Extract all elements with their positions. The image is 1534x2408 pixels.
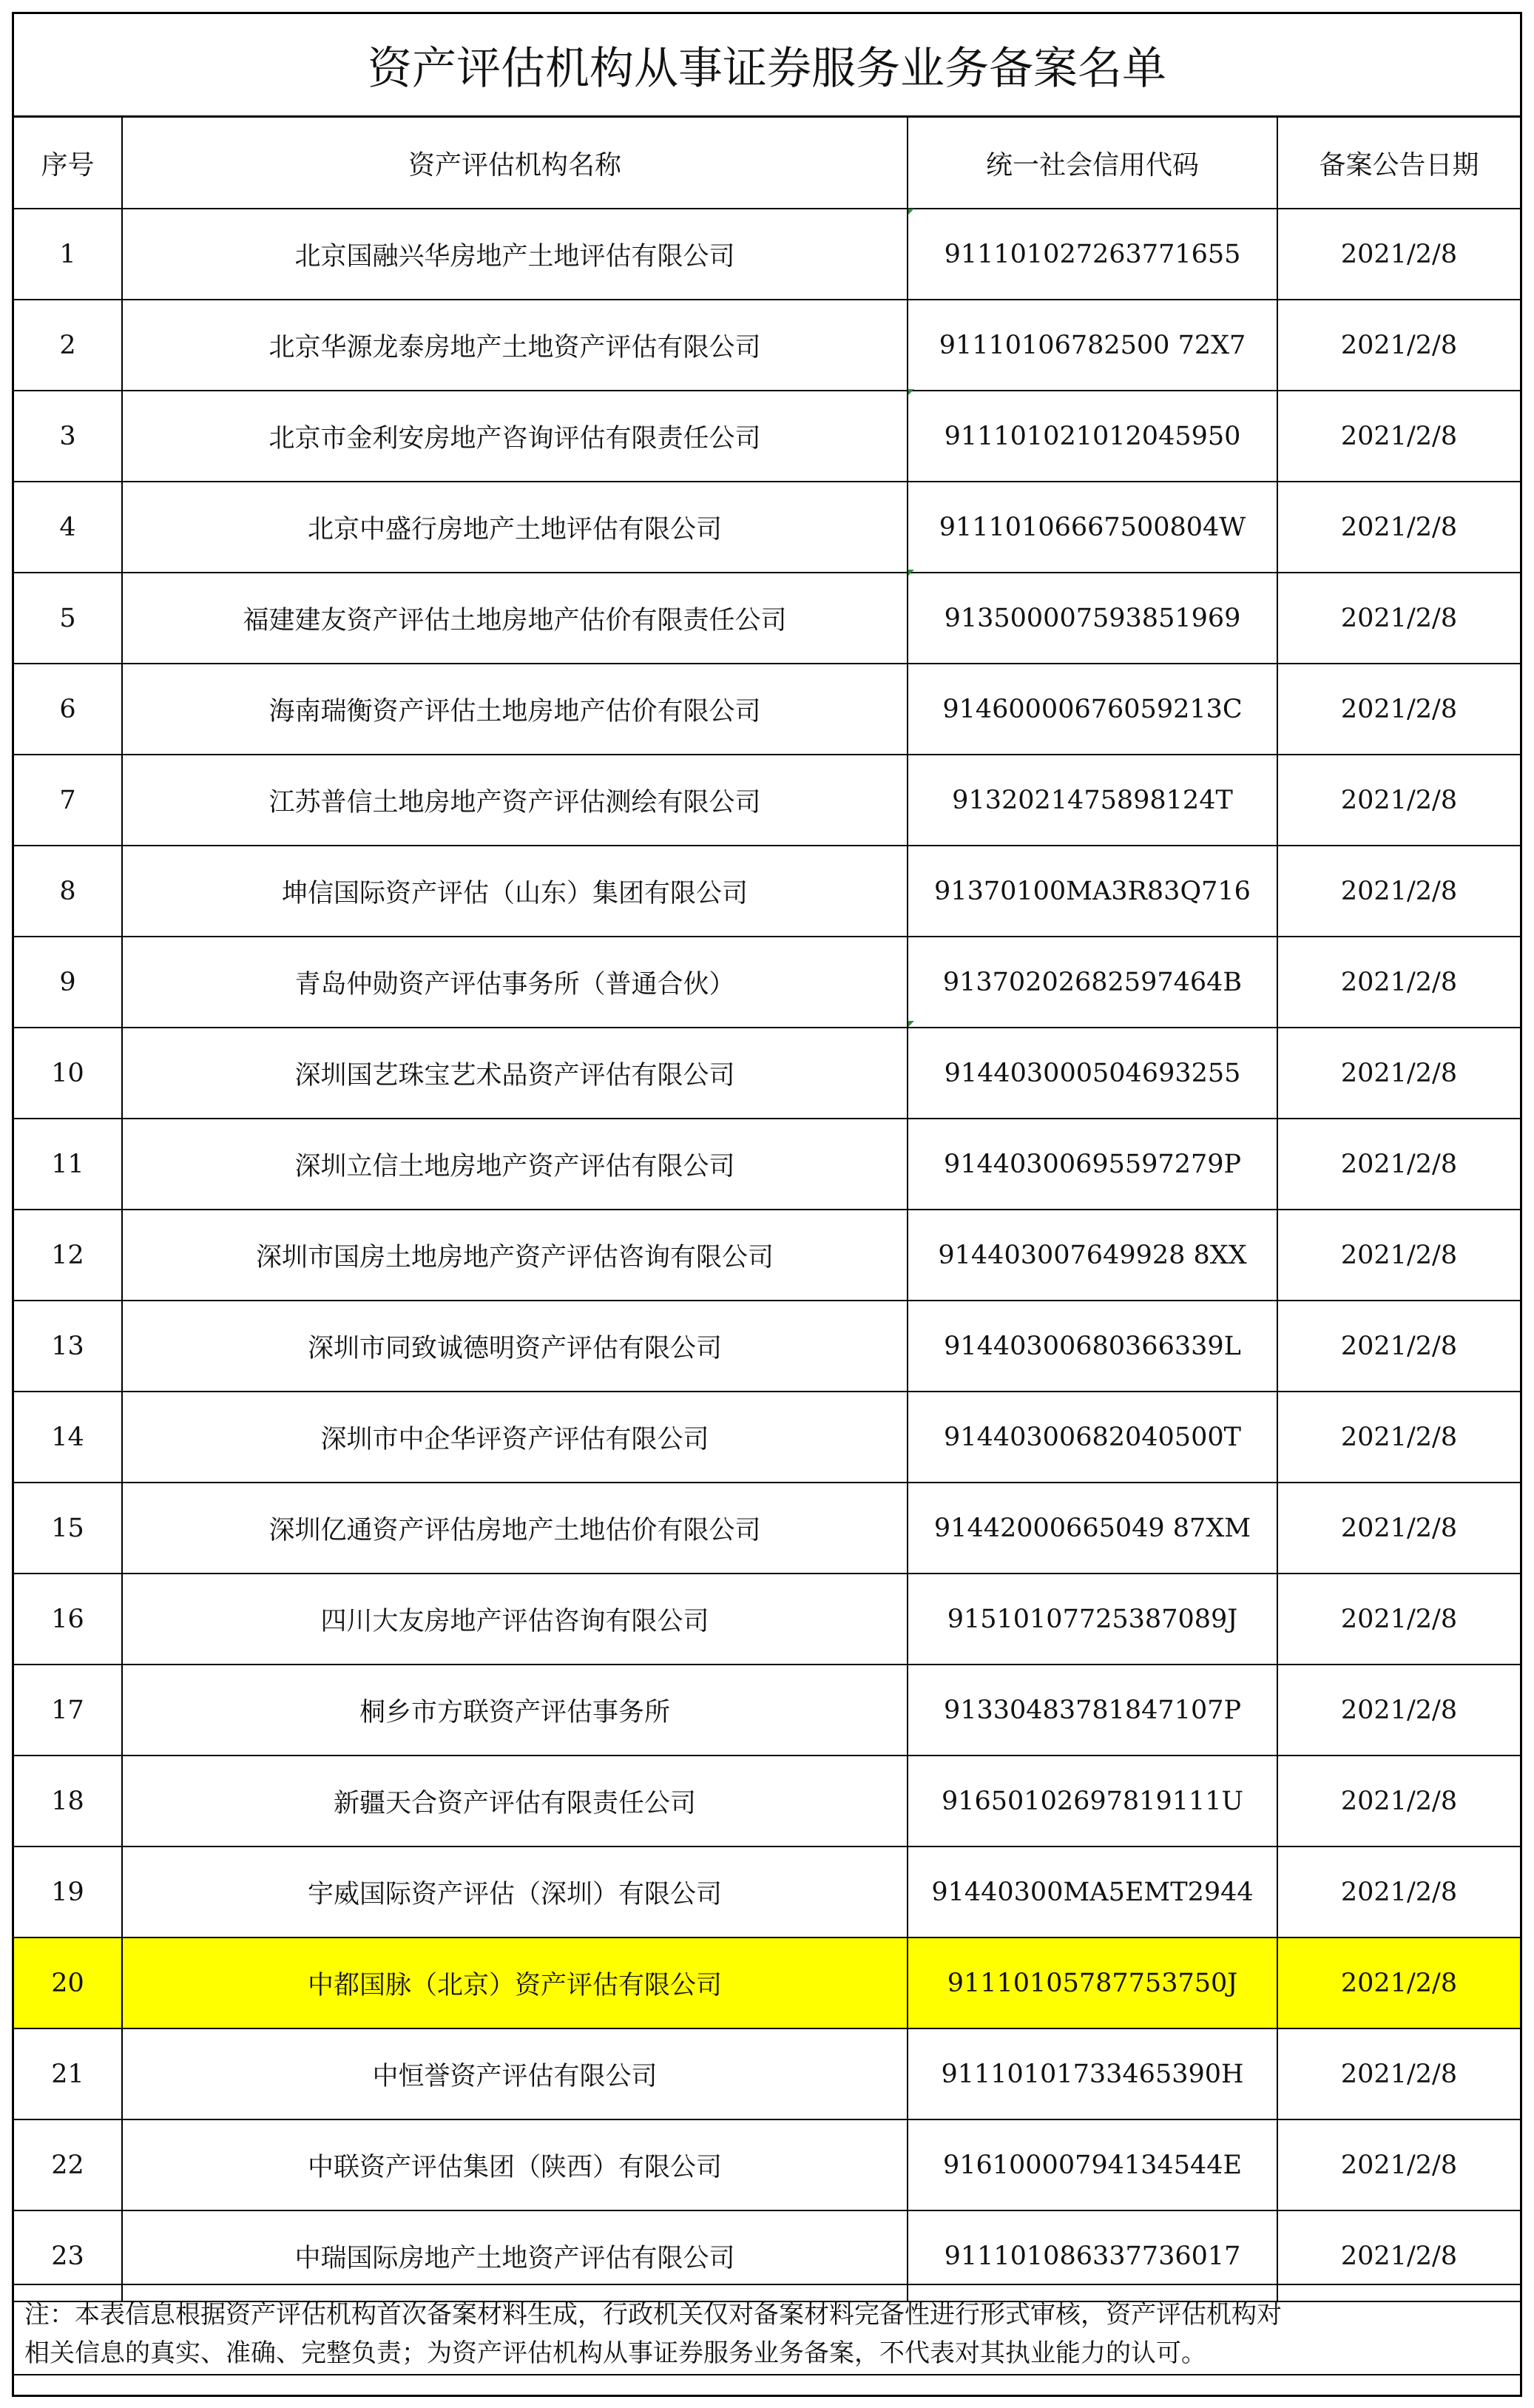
column-header-institution-name: 资产评估机构名称 <box>122 118 908 209</box>
credit-code-cell: 91440300680366339L <box>908 1301 1277 1392</box>
institution-name-cell: 四川大友房地产评估咨询有限公司 <box>122 1574 908 1665</box>
filing-date-cell: 2021/2/8 <box>1277 1847 1520 1937</box>
table-row <box>14 1665 1520 1756</box>
table-row <box>14 1119 1520 1210</box>
table-row <box>14 1301 1520 1392</box>
filing-date-cell: 2021/2/8 <box>1277 2210 1520 2301</box>
filing-date-cell: 2021/2/8 <box>1277 846 1520 937</box>
number-cell: 12 <box>14 1210 122 1301</box>
filing-date-cell: 2021/2/8 <box>1277 1392 1520 1483</box>
cell-marker <box>908 570 914 576</box>
filing-date-cell: 2021/2/8 <box>1277 482 1520 573</box>
institution-name-cell: 新疆天合资产评估有限责任公司 <box>122 1756 908 1847</box>
table-row <box>14 937 1520 1028</box>
number-cell: 8 <box>14 846 122 937</box>
number-cell: 15 <box>14 1483 122 1574</box>
table-row <box>14 300 1520 391</box>
credit-code-cell: 91330483781847107P <box>908 1665 1277 1756</box>
institution-name-cell: 深圳国艺珠宝艺术品资产评估有限公司 <box>122 1028 908 1119</box>
footnote-line-2: 相关信息的真实、准确、完整负责；为资产评估机构从事证券服务业务备案，不代表对其执业能力的认可。 <box>24 2338 1206 2368</box>
institution-name-cell: 福建建友资产评估土地房地产估价有限责任公司 <box>122 573 908 664</box>
number-cell: 5 <box>14 573 122 664</box>
credit-code-cell: 91440300682040500T <box>908 1392 1277 1483</box>
number-cell: 19 <box>14 1847 122 1937</box>
footnote <box>14 2284 1520 2372</box>
institution-name-cell: 深圳立信土地房地产资产评估有限公司 <box>122 1119 908 1210</box>
table-row <box>14 846 1520 937</box>
credit-code-cell: 91440300695597279P <box>908 1119 1277 1210</box>
table-row <box>14 1028 1520 1119</box>
credit-code-cell: 91110105787753750J <box>908 1937 1277 2028</box>
number-cell: 3 <box>14 391 122 482</box>
institution-name-cell: 江苏普信土地房地产资产评估测绘有限公司 <box>122 755 908 846</box>
table-row <box>14 573 1520 664</box>
credit-code-cell: 913500007593851969 <box>908 573 1277 664</box>
table-row <box>14 2119 1520 2210</box>
filing-date-cell: 2021/2/8 <box>1277 1301 1520 1392</box>
credit-code-cell: 91510107725387089J <box>908 1574 1277 1665</box>
institution-name-cell: 深圳亿通资产评估房地产土地估价有限公司 <box>122 1483 908 1574</box>
number-cell: 6 <box>14 664 122 755</box>
credit-code-cell: 91110106782500 72X7 <box>908 300 1277 391</box>
institution-name-cell: 海南瑞衡资产评估土地房地产估价有限公司 <box>122 664 908 755</box>
institution-name-cell: 桐乡市方联资产评估事务所 <box>122 1665 908 1756</box>
filing-date-cell: 2021/2/8 <box>1277 300 1520 391</box>
credit-code-cell: 91110101733465390H <box>908 2028 1277 2119</box>
column-header-number: 序号 <box>14 118 122 209</box>
table-row <box>14 1574 1520 1665</box>
institution-name-cell: 北京华源龙泰房地产土地资产评估有限公司 <box>122 300 908 391</box>
table-row <box>14 755 1520 846</box>
credit-code-cell: 91460000676059213C <box>908 664 1277 755</box>
credit-code-cell: 911101021012045950 <box>908 391 1277 482</box>
table-row <box>14 1937 1520 2028</box>
credit-code-cell: 91442000665049 87XM <box>908 1483 1277 1574</box>
filing-date-cell: 2021/2/8 <box>1277 1210 1520 1301</box>
filing-date-cell: 2021/2/8 <box>1277 937 1520 1028</box>
number-cell: 17 <box>14 1665 122 1756</box>
institution-name-cell: 中恒誉资产评估有限公司 <box>122 2028 908 2119</box>
filing-date-cell: 2021/2/8 <box>1277 1937 1520 2028</box>
table-row <box>14 209 1520 300</box>
document-sheet <box>12 12 1522 2397</box>
number-cell: 11 <box>14 1119 122 1210</box>
number-cell: 22 <box>14 2119 122 2210</box>
institution-name-cell: 中都国脉（北京）资产评估有限公司 <box>122 1937 908 2028</box>
number-cell: 2 <box>14 300 122 391</box>
number-cell: 21 <box>14 2028 122 2119</box>
number-cell: 1 <box>14 209 122 300</box>
credit-code-cell: 914403000504693255 <box>908 1028 1277 1119</box>
registry-table <box>14 118 1520 2302</box>
cell-marker <box>908 1021 914 1027</box>
table-row <box>14 482 1520 573</box>
table-row <box>14 1392 1520 1483</box>
filing-date-cell: 2021/2/8 <box>1277 2119 1520 2210</box>
column-header-filing-date: 备案公告日期 <box>1277 118 1520 209</box>
institution-name-cell: 北京市金利安房地产咨询评估有限责任公司 <box>122 391 908 482</box>
number-cell: 14 <box>14 1392 122 1483</box>
filing-date-cell: 2021/2/8 <box>1277 1119 1520 1210</box>
table-header-row <box>14 118 1520 209</box>
credit-code-cell: 914403007649928 8XX <box>908 1210 1277 1301</box>
institution-name-cell: 北京中盛行房地产土地评估有限公司 <box>122 482 908 573</box>
number-cell: 16 <box>14 1574 122 1665</box>
table-row <box>14 1756 1520 1847</box>
table-row <box>14 2028 1520 2119</box>
table-row <box>14 1483 1520 1574</box>
page-title: 资产评估机构从事证券服务业务备案名单 <box>14 14 1520 118</box>
number-cell: 20 <box>14 1937 122 2028</box>
column-header-credit-code: 统一社会信用代码 <box>908 118 1277 209</box>
number-cell: 9 <box>14 937 122 1028</box>
institution-name-cell: 北京国融兴华房地产土地评估有限公司 <box>122 209 908 300</box>
filing-date-cell: 2021/2/8 <box>1277 755 1520 846</box>
credit-code-cell: 91110106667500804W <box>908 482 1277 573</box>
footnote-line-1: 注：本表信息根据资产评估机构首次备案材料生成，行政机关仅对备案材料完备性进行形式审核，资产评估机构对 <box>24 2300 1282 2330</box>
bottom-border <box>14 2374 1520 2375</box>
number-cell: 7 <box>14 755 122 846</box>
filing-date-cell: 2021/2/8 <box>1277 1756 1520 1847</box>
institution-name-cell: 坤信国际资产评估（山东）集团有限公司 <box>122 846 908 937</box>
filing-date-cell: 2021/2/8 <box>1277 1028 1520 1119</box>
filing-date-cell: 2021/2/8 <box>1277 573 1520 664</box>
table-row <box>14 391 1520 482</box>
number-cell: 13 <box>14 1301 122 1392</box>
number-cell: 23 <box>14 2210 122 2301</box>
filing-date-cell: 2021/2/8 <box>1277 1665 1520 1756</box>
filing-date-cell: 2021/2/8 <box>1277 2028 1520 2119</box>
credit-code-cell: 91610000794134544E <box>908 2119 1277 2210</box>
credit-code-cell: 91440300MA5EMT2944 <box>908 1847 1277 1937</box>
filing-date-cell: 2021/2/8 <box>1277 1483 1520 1574</box>
filing-date-cell: 2021/2/8 <box>1277 1574 1520 1665</box>
institution-name-cell: 青岛仲勋资产评估事务所（普通合伙） <box>122 937 908 1028</box>
table-row <box>14 664 1520 755</box>
number-cell: 18 <box>14 1756 122 1847</box>
institution-name-cell: 中联资产评估集团（陕西）有限公司 <box>122 2119 908 2210</box>
institution-name-cell: 深圳市中企华评资产评估有限公司 <box>122 1392 908 1483</box>
institution-name-cell: 深圳市同致诚德明资产评估有限公司 <box>122 1301 908 1392</box>
filing-date-cell: 2021/2/8 <box>1277 391 1520 482</box>
credit-code-cell: 91650102697819111U <box>908 1756 1277 1847</box>
table-row <box>14 1210 1520 1301</box>
credit-code-cell: 9132021475898124T <box>908 755 1277 846</box>
cell-marker <box>908 389 914 395</box>
institution-name-cell: 中瑞国际房地产土地资产评估有限公司 <box>122 2210 908 2301</box>
credit-code-cell: 911101027263771655 <box>908 209 1277 300</box>
filing-date-cell: 2021/2/8 <box>1277 209 1520 300</box>
institution-name-cell: 宇威国际资产评估（深圳）有限公司 <box>122 1847 908 1937</box>
number-cell: 10 <box>14 1028 122 1119</box>
filing-date-cell: 2021/2/8 <box>1277 664 1520 755</box>
number-cell: 4 <box>14 482 122 573</box>
credit-code-cell: 911101086337736017 <box>908 2210 1277 2301</box>
institution-name-cell: 深圳市国房土地房地产资产评估咨询有限公司 <box>122 1210 908 1301</box>
credit-code-cell: 91370100MA3R83Q716 <box>908 846 1277 937</box>
table-row <box>14 1847 1520 1937</box>
cell-marker <box>908 209 914 215</box>
credit-code-cell: 91370202682597464B <box>908 937 1277 1028</box>
